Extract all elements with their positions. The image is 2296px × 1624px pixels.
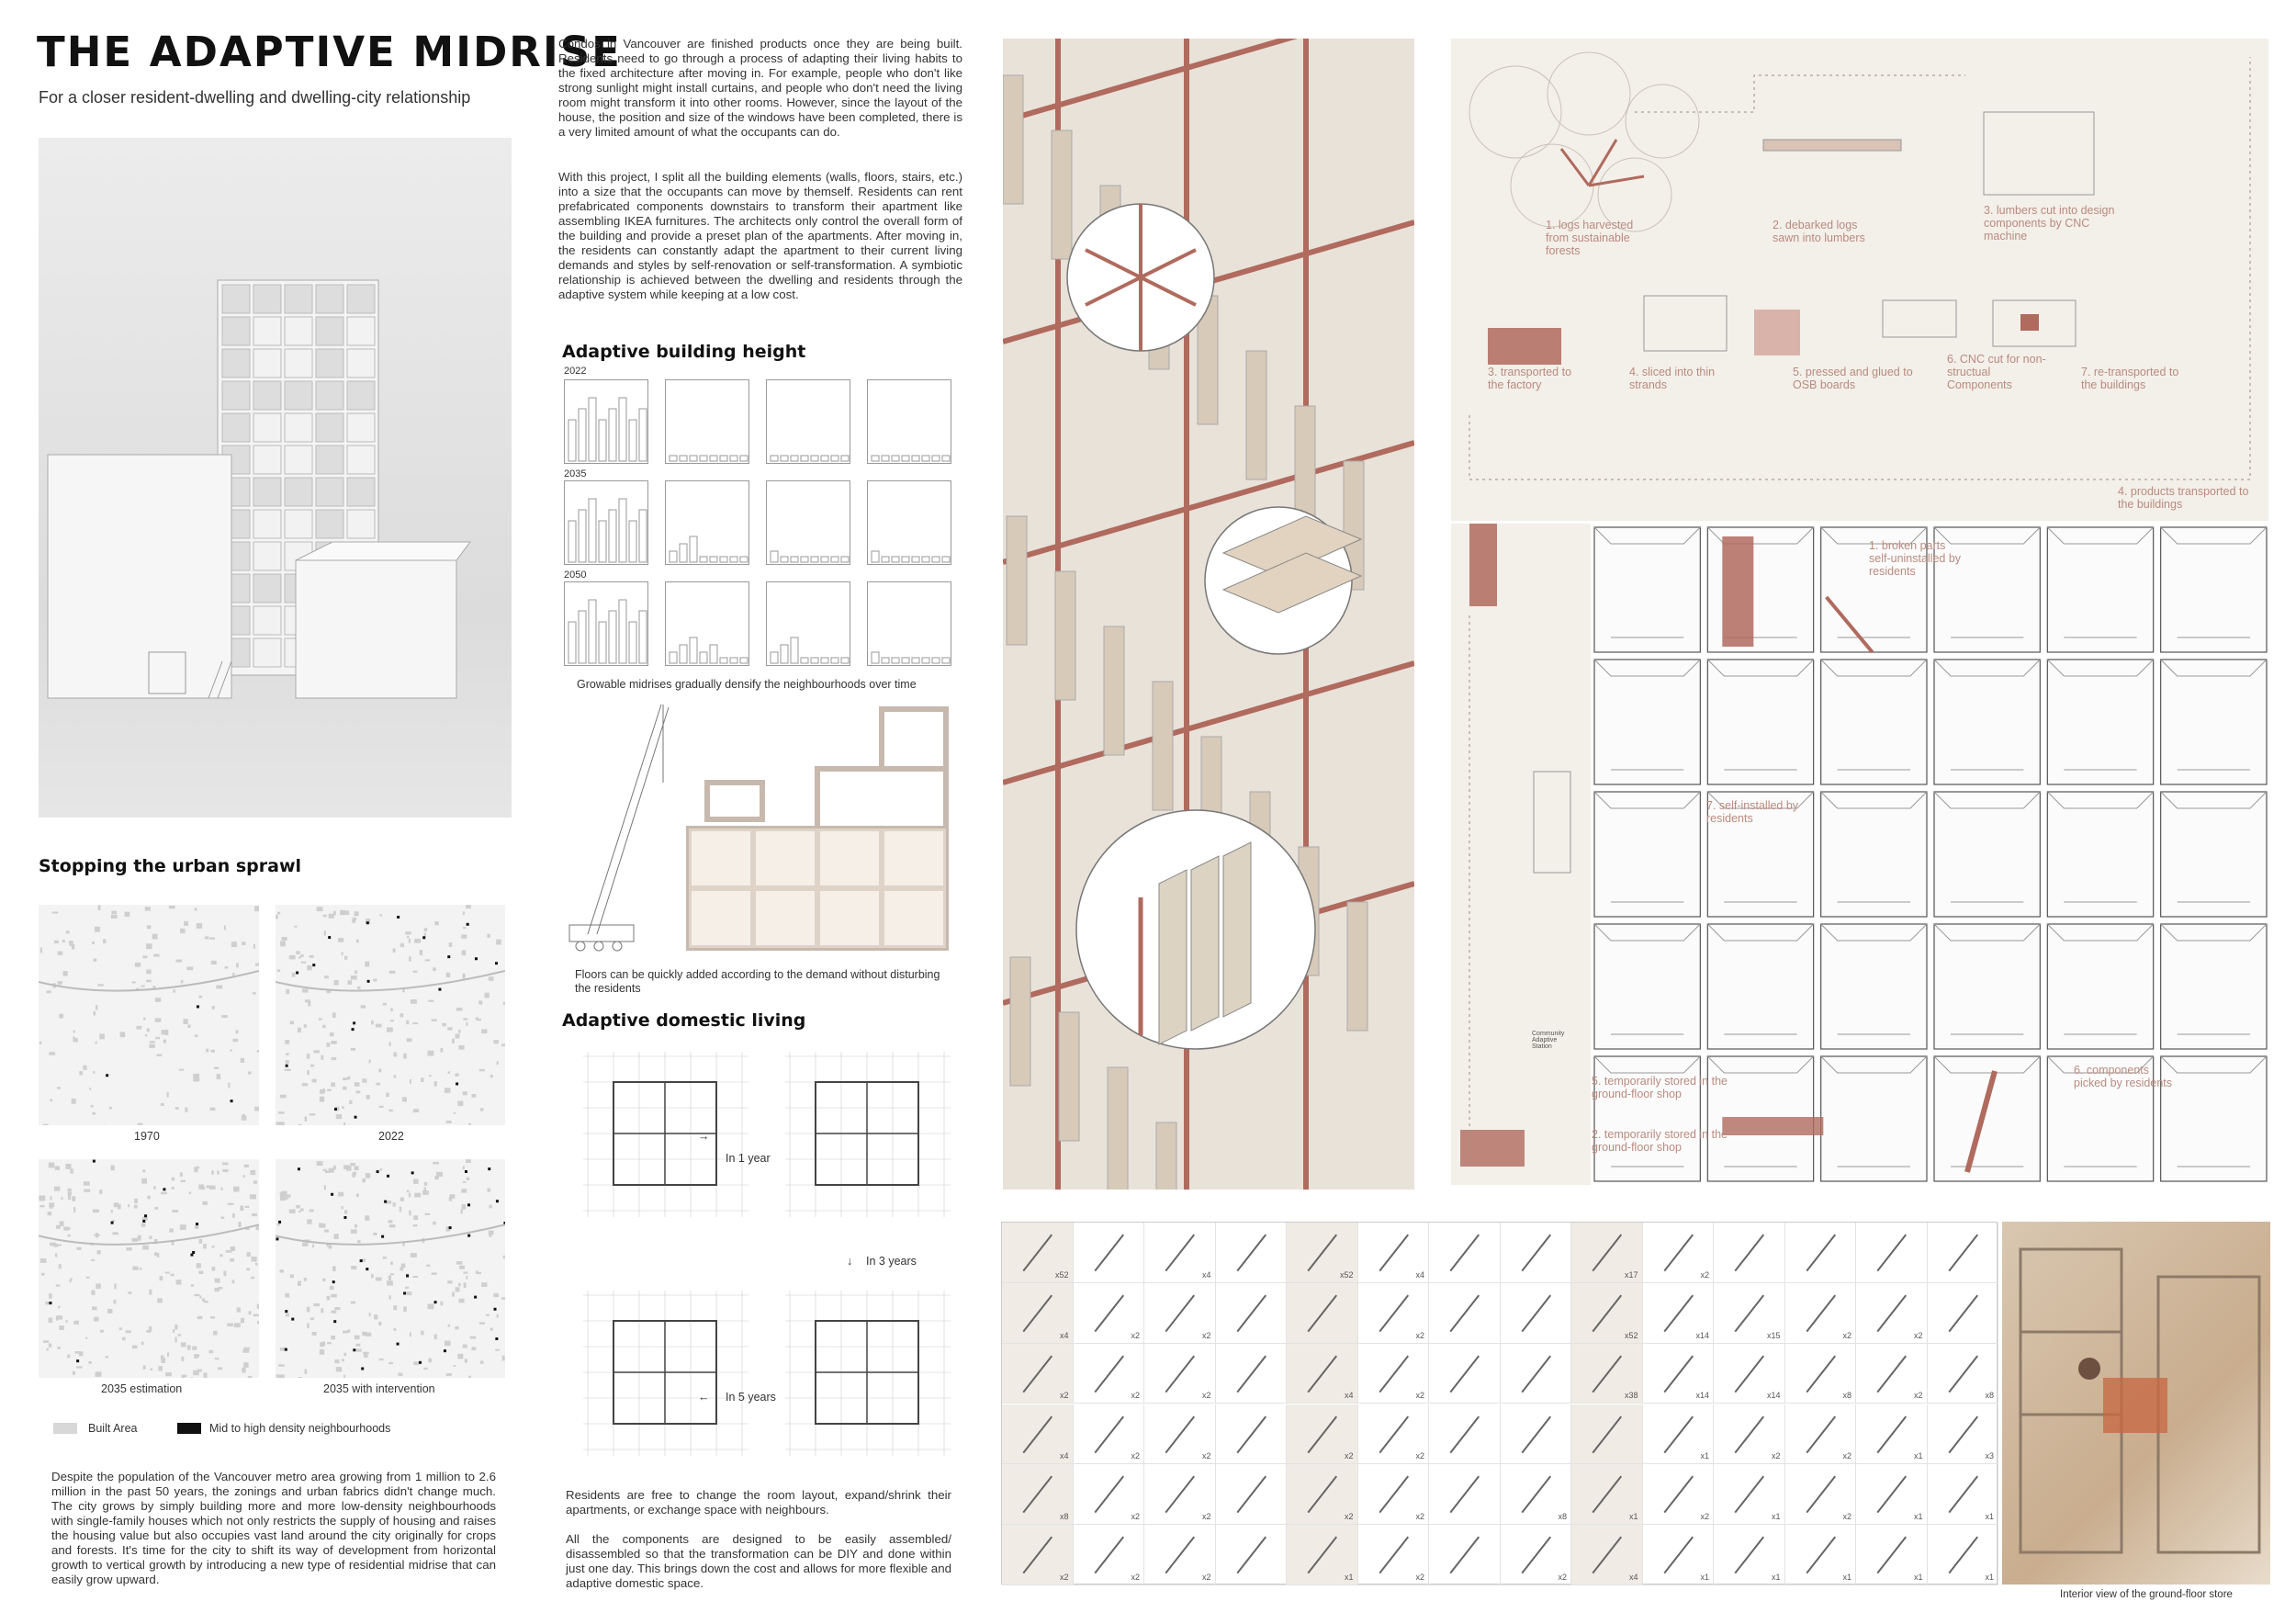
component-quantity: x2 [1842,1330,1851,1340]
component-quantity: x2 [1201,1572,1211,1582]
map-2035-estimation [39,1159,259,1378]
arrow-left: ← [698,1391,710,1404]
process-step-1: 1. logs harvested from sustainable forests [1546,219,1634,257]
component-quantity: x1 [1842,1572,1851,1582]
component-quantity: x2 [1842,1512,1851,1522]
axonometric-section [1003,39,1414,1190]
component-cell [1358,1525,1430,1585]
process-step-6: 6. CNC cut for non-structual Components [1947,353,2046,391]
model-render-image [39,138,512,818]
component-quantity: x2 [1201,1512,1211,1522]
step-5-years: In 5 years [726,1391,776,1404]
component-quantity: x2 [1059,1391,1069,1401]
height-tile [564,581,648,666]
step-1-year: In 1 year [726,1152,771,1165]
component-cell [1287,1525,1358,1585]
component-cell [1856,1223,1928,1283]
component-quantity: x2 [1131,1391,1140,1401]
component-cell [1571,1525,1643,1585]
component-quantity: x38 [1624,1391,1638,1401]
component-cell [1074,1283,1145,1344]
store-caption: Interior view of the ground-floor store [2060,1589,2233,1600]
component-cell [1571,1344,1643,1404]
component-cell [1785,1404,1857,1465]
component-quantity: x1 [1913,1512,1923,1522]
component-quantity: x8 [1558,1512,1567,1522]
component-quantity: x2 [1201,1391,1211,1401]
component-cell [1785,1464,1857,1525]
component-cell [1429,1344,1501,1404]
component-cell [1287,1223,1358,1283]
component-cell [1714,1283,1785,1344]
component-quantity: x1 [1771,1512,1781,1522]
component-cell [1856,1525,1928,1585]
cycle-step-7: 7. self-installed by residents [1706,799,1799,825]
legend-built-swatch [53,1423,77,1434]
store-interior-render [2002,1222,2270,1585]
component-cell [1074,1404,1145,1465]
page-subtitle: For a closer resident-dwelling and dwelling-city relationship [39,88,471,107]
component-cell [1928,1525,1999,1585]
height-tile [665,480,749,565]
component-cell [1358,1223,1430,1283]
component-quantity: x2 [1415,1391,1424,1401]
component-quantity: x2 [1700,1269,1709,1280]
component-quantity: x1 [1344,1572,1354,1582]
material-process-panel [1451,39,2268,521]
component-quantity: x17 [1624,1269,1638,1280]
map-label-2035-est: 2035 estimation [101,1382,183,1395]
component-quantity: x1 [1985,1512,1994,1522]
map-label-2022: 2022 [378,1130,404,1143]
floor-plan [781,1047,955,1222]
component-cell [1501,1525,1572,1585]
component-cell [1785,1344,1857,1404]
component-cell [1429,1283,1501,1344]
component-cell [1856,1404,1928,1465]
component-quantity: x1 [1628,1512,1638,1522]
legend-dense-swatch [177,1423,201,1434]
arrow-right: → [698,1130,710,1143]
component-cell [1501,1283,1572,1344]
living-text-1: Residents are free to change the room layout, expand/shrink their apartments, or exchange space with neighbours. [566,1488,951,1517]
process-step-3: 3. lumbers cut into design components by CNC machine [1984,204,2115,242]
cycle-step-2: 2. temporarily stored in the ground-floor shop [1592,1128,1728,1154]
component-cell [1287,1283,1358,1344]
component-quantity: x1 [1985,1572,1994,1582]
component-cell [1002,1223,1074,1283]
component-quantity: x2 [1415,1512,1424,1522]
shop-side-panel [1451,524,1591,1185]
component-cell [1429,1223,1501,1283]
component-cell [1144,1525,1216,1585]
component-cell [1785,1525,1857,1585]
component-cell [1002,1404,1074,1465]
height-tile [867,480,951,565]
sprawl-heading: Stopping the urban sprawl [39,856,302,876]
component-cell [1216,1344,1288,1404]
component-cell [1002,1525,1074,1585]
component-cell [1643,1223,1715,1283]
shop-sign: Community Adaptive Station [1532,1031,1565,1050]
component-quantity: x14 [1766,1391,1781,1401]
component-cell [1571,1464,1643,1525]
component-cell [1928,1464,1999,1525]
component-cell [1643,1525,1715,1585]
height-caption: Growable midrises gradually densify the neighbourhoods over time [577,678,917,691]
height-heading: Adaptive building height [562,342,806,362]
component-cell [1287,1344,1358,1404]
component-cell [1216,1223,1288,1283]
component-quantity: x2 [1344,1451,1354,1461]
component-cell [1358,1464,1430,1525]
year-2050: 2050 [564,570,587,581]
component-cell [1714,1404,1785,1465]
floor-plan [579,1047,753,1222]
process-step-2: 2. debarked logs sawn into lumbers [1773,219,1865,244]
component-quantity: x52 [1054,1269,1069,1280]
component-quantity: x1 [1700,1572,1709,1582]
component-cell [1002,1283,1074,1344]
component-quantity: x4 [1059,1330,1069,1340]
arrow-down: ↓ [847,1255,853,1268]
map-1970 [39,905,259,1125]
component-quantity: x8 [1842,1391,1851,1401]
component-cell [1074,1344,1145,1404]
component-quantity: x1 [1913,1451,1923,1461]
component-cell [1643,1344,1715,1404]
component-quantity: x8 [1059,1512,1069,1522]
component-cell [1358,1404,1430,1465]
component-cell [1429,1464,1501,1525]
cycle-step-5: 5. temporarily stored in the ground-floor shop [1592,1075,1728,1100]
component-cell [1002,1344,1074,1404]
component-quantity: x14 [1695,1391,1709,1401]
component-quantity: x2 [1201,1330,1211,1340]
component-cell [1714,1525,1785,1585]
component-quantity: x4 [1628,1572,1638,1582]
component-cell [1074,1525,1145,1585]
component-cell [1785,1223,1857,1283]
component-quantity: x4 [1344,1391,1354,1401]
component-cell [1216,1283,1288,1344]
height-tile [867,379,951,464]
component-cell [1785,1283,1857,1344]
component-cell [1144,1283,1216,1344]
component-cell [1287,1464,1358,1525]
map-2035-intervention [276,1159,505,1378]
component-cell [1144,1404,1216,1465]
component-cell [1429,1525,1501,1585]
component-quantity: x1 [1771,1572,1781,1582]
floor-plan [579,1286,753,1460]
height-tile [564,379,648,464]
component-cell [1571,1404,1643,1465]
component-catalogue-grid [1001,1222,1998,1585]
component-quantity: x8 [1985,1391,1994,1401]
crane-caption: Floors can be quickly added according to the demand without disturbing the residents [575,968,940,995]
component-quantity: x1 [1700,1451,1709,1461]
component-cell [1074,1464,1145,1525]
living-text-2: All the components are designed to be easily assembled/ disassembled so that the transformation can be DIY and done within just one day. This brings down the cost and allows for more flexible and adaptive domestic space. [566,1532,951,1590]
component-cell [1928,1344,1999,1404]
process-step-5: 5. pressed and glued to OSB boards [1793,366,1913,391]
component-cell [1501,1404,1572,1465]
component-quantity: x4 [1415,1269,1424,1280]
living-heading: Adaptive domestic living [562,1010,806,1031]
component-cell [1144,1464,1216,1525]
legend-dense-label: Mid to high density neighbourhoods [209,1422,391,1435]
component-quantity: x15 [1766,1330,1781,1340]
component-cell [1287,1404,1358,1465]
process-step-transport: 4. products transported to the buildings [2118,485,2249,511]
cycle-step-1: 1. broken parts self-uninstalled by residents [1869,539,1962,578]
component-quantity: x2 [1131,1451,1140,1461]
sprawl-text: Despite the population of the Vancouver metro area growing from 1 million to 2.6 million in the past 50 years, the zonings and urban fabrics didn't change much. The city grows by simply building more and more low-density neighbourhoods with single-family houses which not only restricts the supply of housing and raises the housing value but also occupies vast land around the city originally for crops and forests. It's time for the city to shift its way of development from horizontal growth to vertical growth by introducing a new type of residential midrise that can easily grow upward. [51,1470,496,1586]
component-cell [1144,1223,1216,1283]
intro-paragraph-1: Condos in Vancouver are finished products once they are being built. Residents need to go through a process of adapting their living habits to the fixed architecture after moving in. For example, people who don't like strong sunlight might install curtains, and people who don't need the living room might transform it into other rooms. However, since the layout of the house, the position and size of the windows have been completed, there is a very limited amount of what the occupants can do. [558,37,962,139]
cycle-step-6: 6. components picked by residents [2074,1064,2173,1089]
component-quantity: x2 [1771,1451,1781,1461]
component-cell [1358,1344,1430,1404]
page-title: THE ADAPTIVE MIDRISE [37,28,622,76]
component-cell [1571,1283,1643,1344]
map-label-1970: 1970 [134,1130,160,1143]
component-cell [1643,1404,1715,1465]
component-cell [1856,1344,1928,1404]
component-quantity: x14 [1695,1330,1709,1340]
component-cell [1216,1525,1288,1585]
component-cell [1429,1404,1501,1465]
map-label-2035-int: 2035 with intervention [323,1382,435,1395]
component-quantity: x2 [1131,1512,1140,1522]
component-quantity: x2 [1842,1451,1851,1461]
component-quantity: x1 [1913,1572,1923,1582]
crane-section-diagram [560,700,955,966]
component-quantity: x2 [1415,1330,1424,1340]
height-tile [766,480,850,565]
component-quantity: x2 [1700,1512,1709,1522]
height-tile [665,581,749,666]
component-cell [1501,1464,1572,1525]
component-cell [1074,1223,1145,1283]
year-2022: 2022 [564,366,587,377]
component-quantity: x2 [1059,1572,1069,1582]
intro-paragraph-2: With this project, I split all the building elements (walls, floors, stairs, etc.) into a size that the occupants can move by themself. Residents can rent prefabricated components downstairs to transform their apartment like assembling IKEA furnitures. The architects only control the overall form of the building and provide a preset plan of the apartments. After moving in, the residents can constantly adapt the apartment to their current living demands and styles by self-renovation or self-transformation. A symbiotic relationship is achieved between the dwelling and residents through the adaptive system while keeping at a low cost. [558,170,962,301]
component-cell [1856,1464,1928,1525]
component-cell [1928,1404,1999,1465]
component-cell [1501,1223,1572,1283]
component-cell [1144,1344,1216,1404]
component-cell [1571,1223,1643,1283]
component-quantity: x2 [1415,1572,1424,1582]
component-cell [1002,1464,1074,1525]
component-quantity: x4 [1201,1269,1211,1280]
height-tile [766,379,850,464]
height-tile [665,379,749,464]
component-cell [1643,1464,1715,1525]
component-cell [1928,1283,1999,1344]
component-cell [1358,1283,1430,1344]
component-quantity: x2 [1131,1572,1140,1582]
process-step-7: 7. re-transported to the buildings [2081,366,2179,391]
process-step-3b: 3. transported to the factory [1488,366,1572,391]
component-quantity: x4 [1059,1451,1069,1461]
component-quantity: x52 [1339,1269,1354,1280]
component-quantity: x2 [1913,1330,1923,1340]
floor-plan [781,1286,955,1460]
component-cell [1216,1404,1288,1465]
height-tile [766,581,850,666]
step-3-years: In 3 years [866,1255,917,1268]
component-quantity: x2 [1201,1451,1211,1461]
component-quantity: x3 [1985,1451,1994,1461]
legend-built-label: Built Area [88,1422,138,1435]
component-cell [1856,1283,1928,1344]
year-2035: 2035 [564,468,587,479]
component-quantity: x2 [1131,1330,1140,1340]
component-cell [1501,1344,1572,1404]
process-step-4: 4. sliced into thin strands [1629,366,1716,391]
left-block-model [48,455,231,698]
map-2022 [276,905,505,1125]
component-cell [1643,1283,1715,1344]
component-cell [1928,1223,1999,1283]
component-quantity: x2 [1913,1391,1923,1401]
component-quantity: x2 [1558,1572,1567,1582]
component-quantity: x52 [1624,1330,1638,1340]
component-cell [1714,1464,1785,1525]
height-tile [564,480,648,565]
component-quantity: x2 [1344,1512,1354,1522]
height-tile [867,581,951,666]
component-quantity: x2 [1415,1451,1424,1461]
component-cell [1714,1344,1785,1404]
right-block-model [296,542,470,698]
component-cell [1216,1464,1288,1525]
component-cell [1714,1223,1785,1283]
